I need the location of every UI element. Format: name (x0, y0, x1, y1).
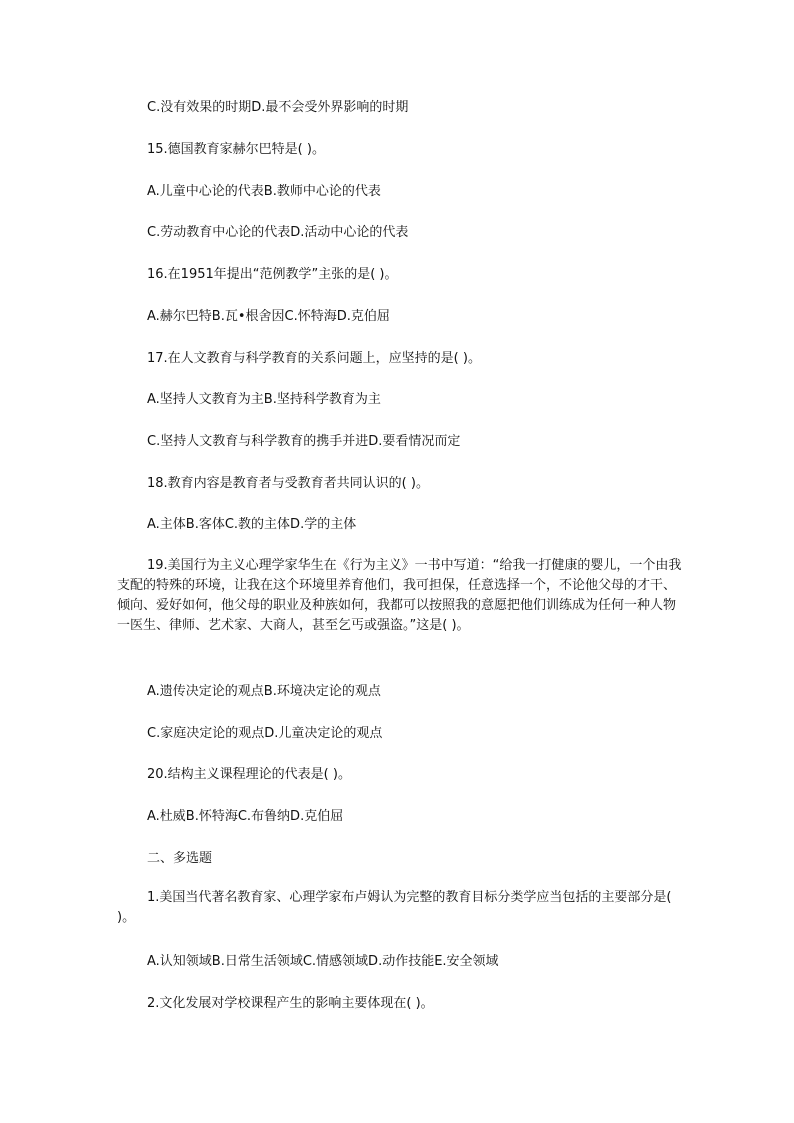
option-line-18: A.主体B.客体C.教的主体D.学的主体 (147, 517, 357, 532)
option-line-20: A.杜威B.怀特海C.布鲁纳D.克伯屈 (147, 809, 344, 824)
option-line-15cd: C.劳动教育中心论的代表D.活动中心论的代表 (147, 225, 409, 240)
option-line-17cd: C.坚持人文教育与科学教育的携手并进D.要看情况而定 (147, 434, 461, 449)
option-line-19ab: A.遗传决定论的观点B.环境决定论的观点 (147, 684, 381, 699)
question-multi-1: 1.美国当代著名教育家、心理学家布卢姆认为完整的教育目标分类学应当包括的主要部分是( )。 (117, 890, 672, 925)
question-19: 19.美国行为主义心理学家华生在《行为主义》一书中写道：“给我一打健康的婴儿，一个由我支配的特殊的环境，让我在这个环境里养育他们，我可担保，任意选择一个，不论他父母的才干、倾向、爱好如何，他父母的职业及种族如何，我都可以按照我的意愿把他们训练成为任何一种人物一医生、律师、艺术家、大商人，甚至乞丐或强盗。”这是( )。 (117, 558, 682, 633)
question-20: 20.结构主义课程理论的代表是( )。 (147, 767, 351, 782)
question-16: 16.在1951年提出“范例教学”主张的是( )。 (147, 267, 398, 282)
option-line-15ab: A.儿童中心论的代表B.教师中心论的代表 (147, 184, 381, 199)
question-17: 17.在人文教育与科学教育的关系问题上，应坚持的是( )。 (147, 351, 481, 366)
section-heading-multiple-choice: 二、多选题 (147, 851, 213, 866)
question-15: 15.德国教育家赫尔巴特是( )。 (147, 142, 325, 157)
option-line-17ab: A.坚持人文教育为主B.坚持科学教育为主 (147, 392, 381, 407)
question-18: 18.教育内容是教育者与受教育者共同认识的( )。 (147, 476, 429, 491)
option-line-19cd: C.家庭决定论的观点D.儿童决定论的观点 (147, 726, 383, 741)
option-line-14cd: C.没有效果的时期D.最不会受外界影响的时期 (147, 100, 409, 115)
question-multi-2: 2.文化发展对学校课程产生的影响主要体现在( )。 (147, 996, 434, 1011)
option-line-multi-1: A.认知领域B.日常生活领域C.情感领域D.动作技能E.安全领域 (147, 954, 499, 969)
option-line-16: A.赫尔巴特B.瓦•根舍因C.怀特海D.克伯屈 (147, 309, 390, 324)
